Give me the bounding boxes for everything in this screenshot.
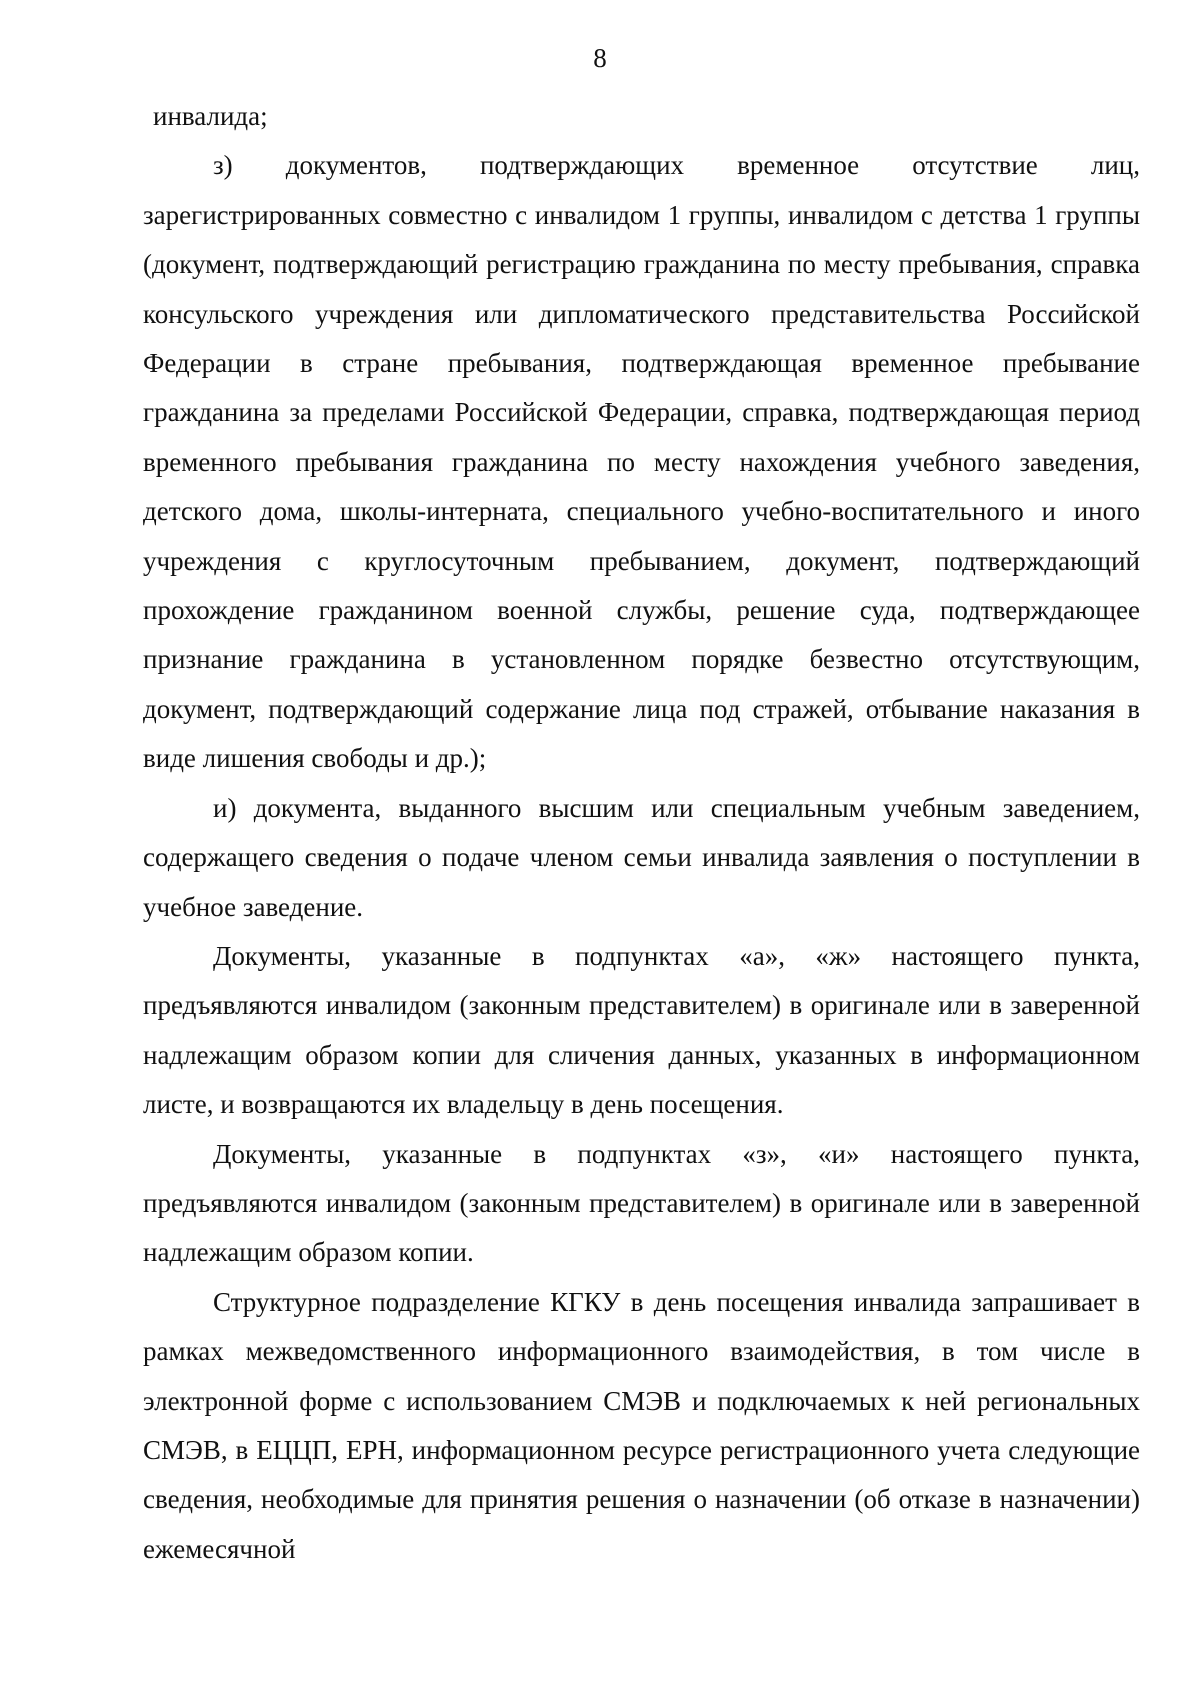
paragraph-item-i: и) документа, выданного высшим или специальным учебным заведением, содержащего сведения о подаче членом семьи инвалида заявления о поступлении в учебное заведение. — [143, 792, 1140, 922]
paragraph-documents-a-zh: Документы, указанные в подпунктах «а», «ж» настоящего пункта, предъявляются инвалидом (законным представителем) в оригинале или в заверенной надлежащим образом копии для сличения данных, указанных в информационном листе, и возвращаются их владельцу в день посещения. — [143, 940, 1140, 1120]
paragraph-structural-division: Структурное подразделение КГКУ в день посещения инвалида запрашивает в рамках межведомственного информационного взаимодействия, в том числе в электронной форме с использованием СМЭВ и подключаемых к ней региональных СМЭВ, в ЕЦЦП, ЕРН, информационном ресурсе регистрационного учета следующие сведения, необходимые для принятия решения о назначении (об отказе в назначении) ежемесячной — [143, 1286, 1140, 1564]
page-number: 8 — [593, 43, 607, 73]
paragraph-item-z: з) документов, подтверждающих временное отсутствие лиц, зарегистрированных совместно с инвалидом 1 группы, инвалидом с детства 1 группы (документ, подтверждающий регистрацию гражданина по месту пребывания, справка консульского учреждения или дипломатического представительства Российской Федерации в стране пребывания, подтверждающая временное пребывание гражданина за пределами Российской Федерации, справка, подтверждающая период временного пребывания гражданина по месту нахождения учебного заведения, детского дома, школы-интерната, специального учебно-воспитательного и иного учреждения с круглосуточным пребыванием, документ, подтверждающий прохождение гражданином военной службы, решение суда, подтверждающее признание гражданина в установленном порядке безвестно отсутствующим, документ, подтверждающий содержание лица под стражей, отбывание наказания в виде лишения свободы и др.); — [143, 150, 1140, 774]
document-body — [143, 92, 1140, 1574]
paragraph-continuation: инвалида; — [153, 101, 268, 131]
paragraph-documents-z-i: Документы, указанные в подпунктах «з», «и» настоящего пункта, предъявляются инвалидом (законным представителем) в оригинале или в заверенной надлежащим образом копии. — [143, 1138, 1140, 1268]
